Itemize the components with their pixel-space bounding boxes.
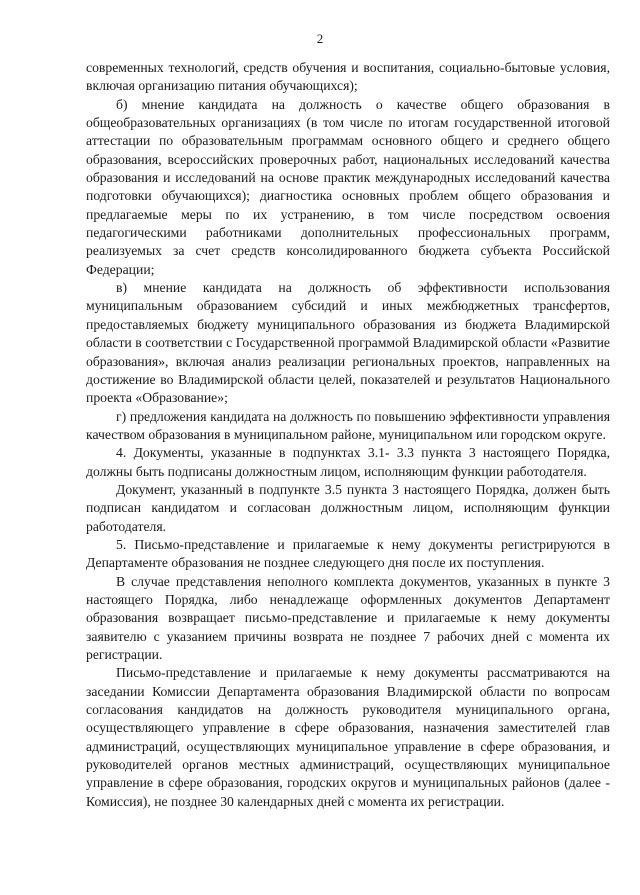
paragraph-item-v: в) мнение кандидата на должность об эффективности использования муниципальным образованием субсидий и иных межбюджетных трансфертов, предоставляемых бюджету муниципального образования из бюджета Владимирской области в соответствии с Государственной программой Владимирской области «Развитие образования», включая анализ реализации региональных проектов, направленных на достижение во Владимирской области целей, показателей и результатов Национального проекта «Образование»; <box>86 280 610 406</box>
paragraph-commission: Письмо-представление и прилагаемые к нему документы рассматриваются на заседании Комиссии Департамента образования Владимирской области по вопросам согласования кандидатов на должность руководителя муниципального органа, осуществляющего управление в сфере образования, назначения заместителей глав администраций, осуществляющих муниципальное управление в сфере образования, и руководителей органов местных администраций, осуществляющих муниципальное управление в сфере образования, городских округов и муниципальных районов (далее - Комиссия), не позднее 30 календарных дней с момента их регистрации. <box>86 665 610 809</box>
paragraph-incomplete-docs: В случае представления неполного комплекта документов, указанных в пункте 3 настоящего Порядка, либо ненадлежаще оформленных документов Департамент образования возвращает письмо-представление и прилагаемые к нему документы заявителю с указанием причины возврата не позднее 7 рабочих дней с момента их регистрации. <box>86 573 610 662</box>
page-number: 2 <box>316 31 324 46</box>
paragraph-point-4-doc: Документ, указанный в подпункте 3.5 пункта 3 настоящего Порядка, должен быть подписан кандидатом и согласован должностным лицом, исполняющим функции работодателя. <box>86 481 610 534</box>
paragraph-item-b: б) мнение кандидата на должность о качестве общего образования в общеобразовательных организациях (в том числе по итогам государственной итоговой аттестации по образовательным программам основного общего и среднего общего образования, всероссийских проверочных работ, национальных исследований качества образования и исследований на основе практик международных исследований качества подготовки обучающихся); диагностика основных проблем общего образования и предлагаемые меры по их устранению, в том числе посредством освоения педагогическими работниками дополнительных профессиональных программ, реализуемых за счет средств консолидированного бюджета субъекта Российской Федерации; <box>86 96 610 277</box>
document-body <box>86 59 610 811</box>
paragraph-continuation: современных технологий, средств обучения и воспитания, социально-бытовые условия, включая организацию питания обучающихся); <box>86 60 610 94</box>
paragraph-item-g: г) предложения кандидата на должность по повышению эффективности управления качеством образования в муниципальном районе, муниципальном или городском округе. <box>86 408 610 442</box>
paragraph-point-5: 5. Письмо-представление и прилагаемые к нему документы регистрируются в Департаменте образования не позднее следующего дня после их поступления. <box>86 536 610 571</box>
paragraph-point-4: 4. Документы, указанные в подпунктах 3.1- 3.3 пункта 3 настоящего Порядка, должны быть подписаны должностным лицом, исполняющим функции работодателя. <box>86 445 610 479</box>
